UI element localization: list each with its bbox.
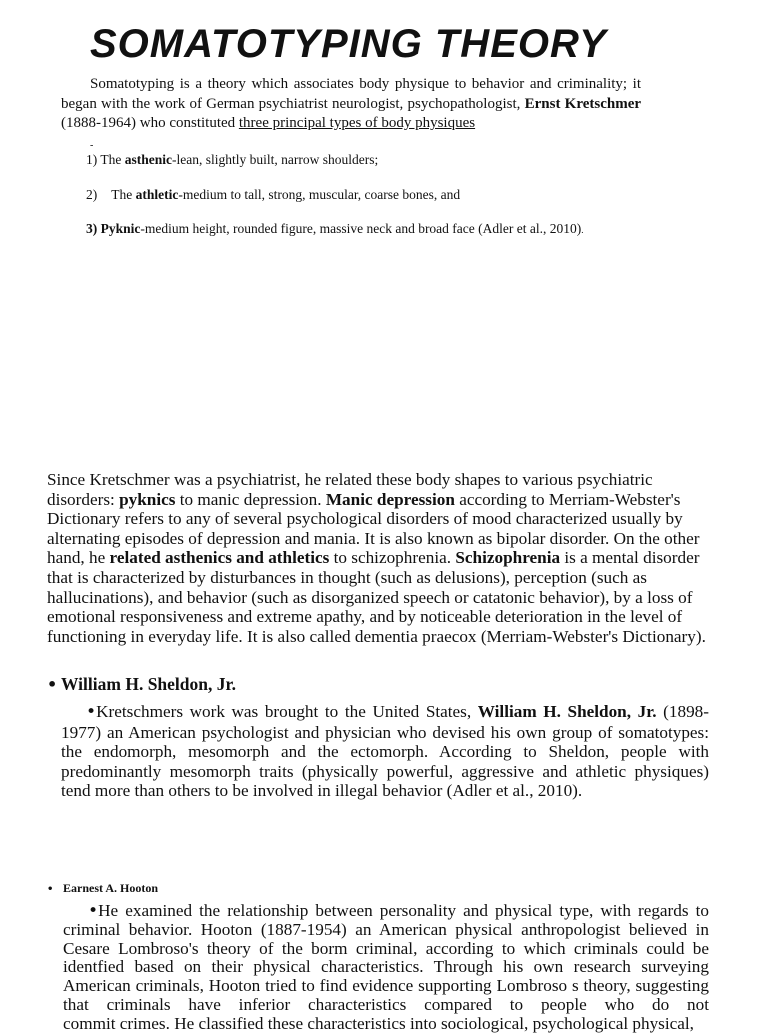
para-bold: pyknics [119, 489, 176, 509]
kretschmer-paragraph [47, 470, 707, 646]
type-asthenic [86, 152, 378, 168]
para-text: to schizophrenia. [333, 548, 452, 568]
hooton-heading [47, 880, 158, 898]
type-term: asthenic [124, 152, 172, 167]
type-term: athletic [135, 187, 179, 202]
para-text: He examined the relationship between personality and physical type, with regards to criminal behavior. Hooton (1887-1954) an American physical anthropologist believed in Cesare Lombroso's theory of the borm criminal, according to which criminals could be identfied based on their physical characteristics. Through his own research surveying American criminals, Hooton tried to find evidence supporting Lombroso s theory, suggesting that criminals have inferior characteristics compared to people who do not [63, 901, 709, 1014]
para-bold: Schizophrenia [455, 548, 561, 568]
type-prefix: 3) [86, 221, 98, 236]
bullet-icon: • [47, 884, 54, 895]
type-end: . [581, 225, 584, 235]
para-bold: Manic depression [325, 489, 455, 509]
para-text: (1898-1977) an American psychologist and physician who devised his own group of somatotypes: the endomorph, mesomorph and the ectomorph. According to Sheldon, people with predominantly mesomorph traits (physically powerful, aggressive and athletic physiques) tend more than others to be involved in illegal behavior (Adler et al., 2010). [61, 702, 709, 801]
type-desc: -medium to tall, strong, muscular, coarse bones, and [178, 187, 461, 202]
para-text: Kretschmers work was brought to the United States, [96, 702, 472, 721]
para-text: is a mental disorder that is characterized by disturbances in thought (such as delusions), perception (such as hallucinations), and behavior (such as disorganized speech or catatonic behavior), by a loss of emotional responsiveness and extreme apathy, and by noticeable deterioration in the level of functioning in everyday life. It is also called dementia praecox (Merriam-Webster's Dictionary). [47, 548, 706, 646]
para-text: according to Merriam-Webster's Dictionary refers to any of several psychological disorders of mood characterized usually by alternating episodes of depression and mania. It is also known as bipolar disorder. On the other hand, he [47, 489, 700, 568]
kretschmer-name: Ernst Kretschmer [524, 95, 642, 112]
para-text: Since Kretschmer was a psychiatrist, he related these body shapes to various psychiatric disorders: [47, 470, 653, 509]
type-article: The [111, 187, 133, 202]
para-text: to manic depression. [179, 489, 322, 509]
para-bold: related asthenics and athletics [109, 548, 330, 568]
sheldon-name: William H. Sheldon, Jr. [477, 702, 657, 721]
type-term: Pyknic [100, 221, 141, 236]
sheldon-paragraph [61, 702, 709, 801]
hooton-paragraph [63, 902, 709, 1034]
sheldon-heading [47, 674, 236, 695]
heading-text: Earnest A. Hooton [63, 881, 159, 895]
heading-text: William H. Sheldon, Jr. [61, 674, 237, 694]
type-prefix: 1) The [86, 152, 122, 167]
bullet-icon: • [47, 675, 58, 694]
para-text: commit crimes. He classified these characteristics into sociological, psychological physical, [63, 1013, 694, 1033]
bullet-icon: • [86, 702, 97, 722]
type-athletic [86, 187, 460, 203]
type-desc: -lean, slightly built, narrow shoulders; [172, 152, 379, 167]
dash-mark: - [90, 140, 94, 151]
page-title: SOMATOTYPING THEORY [90, 22, 607, 66]
intro-paragraph [61, 75, 641, 134]
type-desc: -medium height, rounded figure, massive neck and broad face (Adler et al., 2010) [140, 221, 582, 236]
bullet-icon: • [88, 901, 99, 921]
intro-text-2: (1888-1964) who constituted [61, 115, 236, 131]
type-prefix: 2) [86, 187, 98, 202]
body-types-underlined: three principal types of body physiques [238, 115, 476, 131]
type-pyknic [86, 221, 584, 238]
intro-text-1: Somatotyping is a theory which associates body physique to behavior and criminality; it began with the work of German psychiatrist neurologist, psychopathologist, [61, 76, 641, 112]
